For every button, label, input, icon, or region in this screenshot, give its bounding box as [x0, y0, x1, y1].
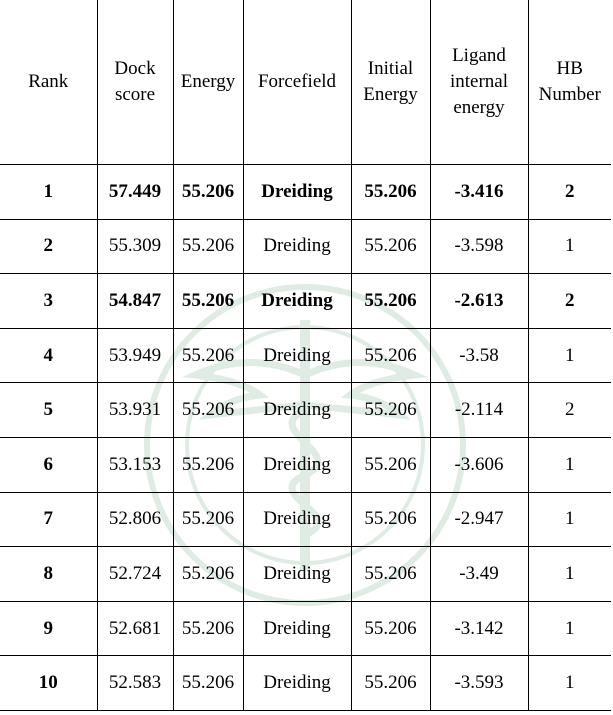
table-cell: 55.206 — [173, 492, 243, 547]
table-cell: 1 — [528, 656, 611, 711]
table-cell: 55.206 — [173, 547, 243, 602]
table-row — [0, 656, 611, 711]
table-cell: -2.114 — [430, 383, 528, 438]
table-cell: 52.806 — [97, 492, 173, 547]
table-cell: 1 — [528, 547, 611, 602]
table-cell: 1 — [528, 492, 611, 547]
table-cell: 1 — [528, 328, 611, 383]
table-cell: Dreiding — [243, 492, 351, 547]
table-cell: 55.206 — [173, 274, 243, 329]
table-cell: 55.206 — [351, 383, 430, 438]
table-cell: -3.606 — [430, 437, 528, 492]
table-cell: -2.947 — [430, 492, 528, 547]
table-cell: -3.593 — [430, 656, 528, 711]
table-cell: 55.206 — [173, 656, 243, 711]
table-cell: 1 — [528, 219, 611, 274]
table-row — [0, 274, 611, 329]
table-cell: 55.206 — [173, 383, 243, 438]
table-cell: 55.206 — [173, 165, 243, 220]
column-header-line: Initial — [367, 58, 414, 79]
table-cell: 2 — [528, 165, 611, 220]
header-row — [0, 0, 611, 165]
table-cell: 7 — [0, 492, 97, 547]
table-cell: 53.153 — [97, 437, 173, 492]
table-cell: Dreiding — [243, 437, 351, 492]
table-cell: 1 — [528, 437, 611, 492]
table-cell: 55.206 — [351, 437, 430, 492]
table-row — [0, 492, 611, 547]
table-cell: 9 — [0, 601, 97, 656]
table-cell: -3.49 — [430, 547, 528, 602]
table-row — [0, 165, 611, 220]
table-row — [0, 328, 611, 383]
table-cell: -3.416 — [430, 165, 528, 220]
table-cell: Dreiding — [243, 656, 351, 711]
table-cell: 55.206 — [173, 437, 243, 492]
table-cell: 55.206 — [351, 547, 430, 602]
table-cell: 1 — [528, 601, 611, 656]
table-cell: 2 — [528, 383, 611, 438]
table-cell: -3.58 — [430, 328, 528, 383]
table-cell: 1 — [0, 165, 97, 220]
table-cell: 55.206 — [351, 165, 430, 220]
column-header — [173, 0, 243, 165]
table-cell: -3.598 — [430, 219, 528, 274]
table-cell: Dreiding — [243, 328, 351, 383]
table-row — [0, 547, 611, 602]
table-cell: 52.583 — [97, 656, 173, 711]
column-header-line: score — [114, 84, 156, 105]
column-header — [243, 0, 351, 165]
table-cell: 55.206 — [351, 656, 430, 711]
table-cell: Dreiding — [243, 383, 351, 438]
table-cell: 6 — [0, 437, 97, 492]
table-cell: 53.931 — [97, 383, 173, 438]
table-cell: 55.206 — [351, 274, 430, 329]
table-cell: Dreiding — [243, 547, 351, 602]
table-row — [0, 383, 611, 438]
table-row — [0, 601, 611, 656]
table-cell: Dreiding — [243, 601, 351, 656]
table-cell: 2 — [0, 219, 97, 274]
column-header-line: Number — [538, 84, 601, 105]
table-cell: -2.613 — [430, 274, 528, 329]
column-header — [0, 0, 97, 165]
column-header-line: Rank — [28, 71, 69, 92]
table-cell: -3.142 — [430, 601, 528, 656]
table-cell: 52.681 — [97, 601, 173, 656]
table-cell: 3 — [0, 274, 97, 329]
table-cell: 5 — [0, 383, 97, 438]
table-cell: 55.206 — [351, 219, 430, 274]
table-cell: Dreiding — [243, 165, 351, 220]
table-cell: 8 — [0, 547, 97, 602]
table-cell: 55.309 — [97, 219, 173, 274]
column-header — [97, 0, 173, 165]
column-header-line: Ligand — [452, 45, 506, 66]
table-cell: 55.206 — [351, 328, 430, 383]
table-cell: Dreiding — [243, 219, 351, 274]
table-cell: 55.206 — [173, 219, 243, 274]
table-cell: 55.206 — [351, 492, 430, 547]
column-header-line: Energy — [180, 71, 236, 92]
table-cell: 10 — [0, 656, 97, 711]
column-header — [528, 0, 611, 165]
table-cell: 55.206 — [351, 601, 430, 656]
table-row — [0, 437, 611, 492]
table-cell: 53.949 — [97, 328, 173, 383]
table-row — [0, 219, 611, 274]
table-cell: 55.206 — [173, 601, 243, 656]
table-cell: 55.206 — [173, 328, 243, 383]
table-cell: 57.449 — [97, 165, 173, 220]
column-header-line: internal — [449, 71, 509, 92]
column-header-line: HB — [556, 58, 583, 79]
table-cell: Dreiding — [243, 274, 351, 329]
table-cell: 52.724 — [97, 547, 173, 602]
table-cell: 2 — [528, 274, 611, 329]
table-cell: 54.847 — [97, 274, 173, 329]
table-cell: 4 — [0, 328, 97, 383]
column-header — [351, 0, 430, 165]
column-header-line: energy — [453, 97, 505, 118]
column-header — [430, 0, 528, 165]
column-header-line: Forcefield — [257, 71, 337, 92]
column-header-line: Dock — [114, 58, 156, 79]
column-header-line: Energy — [363, 84, 418, 105]
